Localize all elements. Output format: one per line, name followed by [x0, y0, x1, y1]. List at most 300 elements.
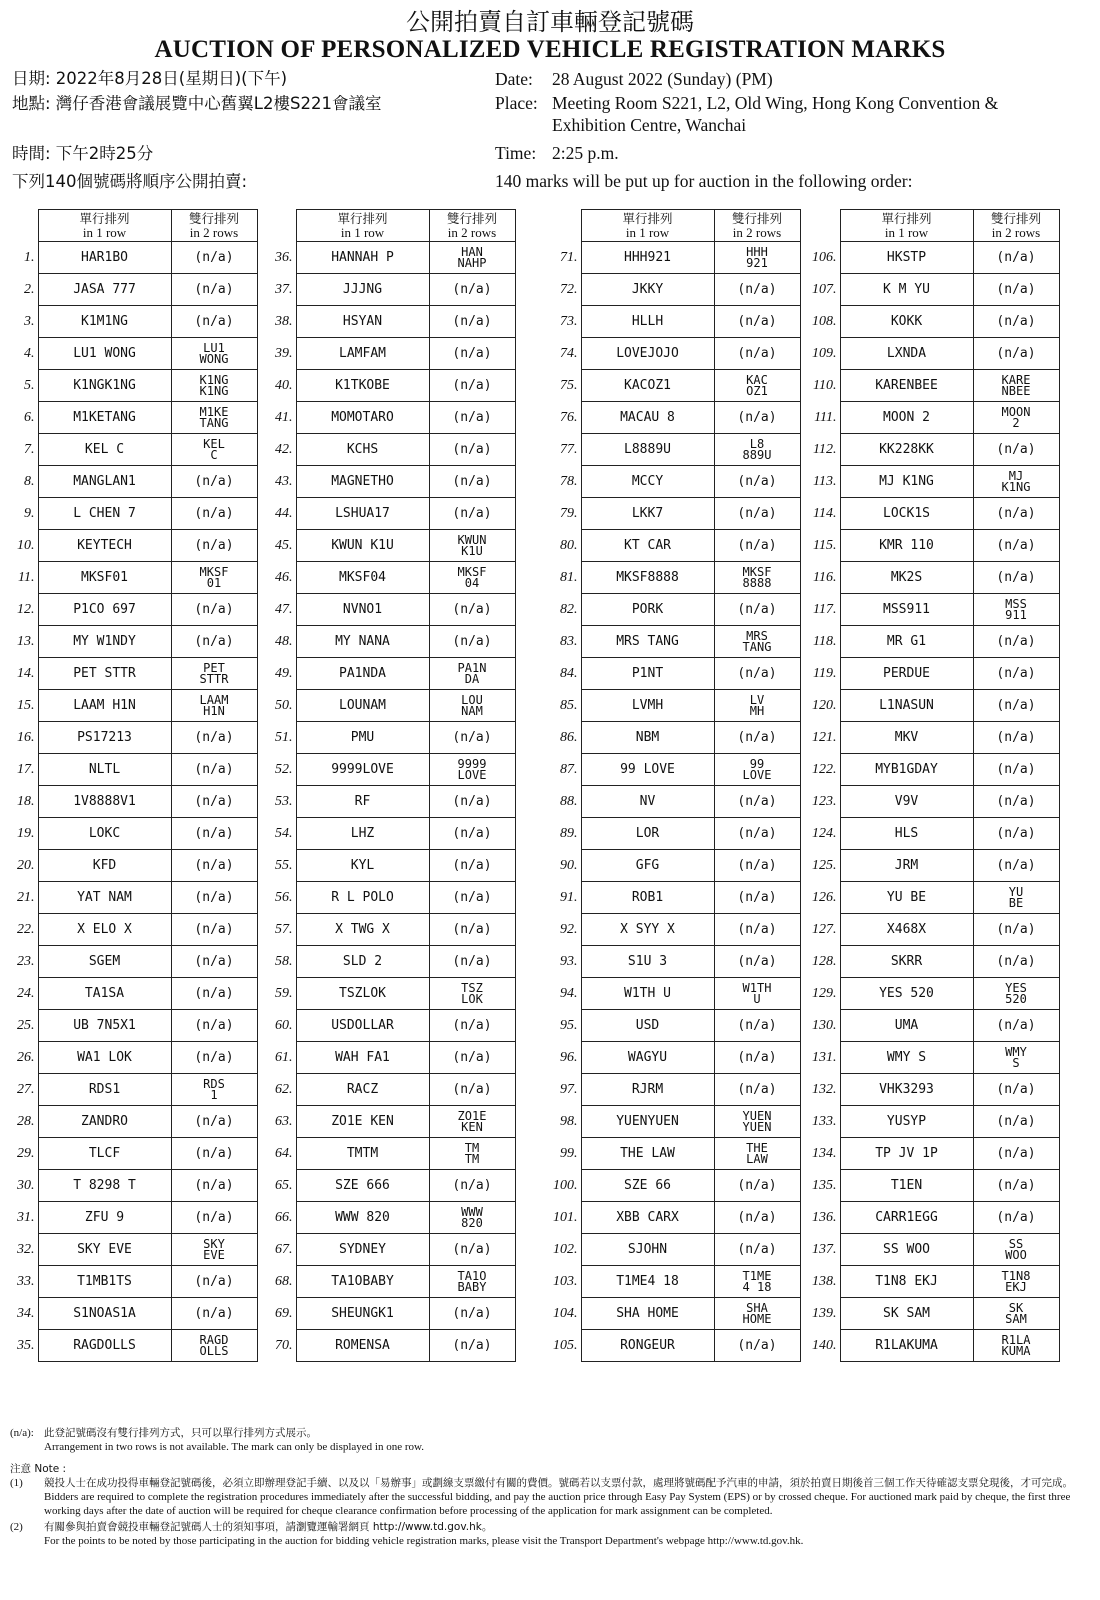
mark-number: 101. [553, 1209, 578, 1225]
mark-single-row: PS17213 [38, 722, 171, 754]
mark-double-row [973, 1298, 1059, 1330]
mark-double-line-1: LOU [461, 692, 483, 707]
mark-single-row: V9V [840, 786, 973, 818]
table-row [0, 498, 257, 530]
mark-double-na: (n/a) [714, 882, 800, 914]
table-row [802, 1074, 1059, 1106]
mark-double-line-1: PET [203, 660, 225, 675]
mark-number: 122. [812, 761, 837, 777]
header-row [258, 210, 515, 242]
mark-double-na: (n/a) [714, 1202, 800, 1234]
table-row [802, 1042, 1059, 1074]
table-row [543, 1266, 800, 1298]
mark-double-line-2: EVE [203, 1247, 225, 1262]
note-1 [10, 1476, 1090, 1518]
mark-double-na: (n/a) [429, 1234, 515, 1266]
mark-number: 47. [275, 601, 293, 617]
mark-number: 73. [560, 313, 578, 329]
mark-single-row: SYDNEY [296, 1234, 429, 1266]
date-label: Date: [495, 69, 533, 89]
mark-double-na: (n/a) [171, 1042, 257, 1074]
mark-double-line-1: T1ME [742, 1268, 772, 1283]
header-single-row-cn: 單行排列 [881, 210, 932, 226]
mark-double-na: (n/a) [714, 498, 800, 530]
table-row [543, 754, 800, 786]
mark-single-row: MCCY [581, 466, 714, 498]
mark-number: 24. [17, 985, 35, 1001]
time-label: Time: [495, 143, 537, 163]
mark-number: 121. [812, 729, 837, 745]
mark-number: 19. [17, 825, 35, 841]
mark-number: 1. [24, 249, 35, 265]
mark-number: 71. [560, 249, 578, 265]
table-row [802, 1106, 1059, 1138]
mark-single-row: SK SAM [840, 1298, 973, 1330]
mark-double-na: (n/a) [429, 306, 515, 338]
mark-number: 75. [560, 377, 578, 393]
mark-double-na: (n/a) [429, 338, 515, 370]
mark-double-na: (n/a) [171, 978, 257, 1010]
mark-double-line-2: EKJ [1005, 1279, 1027, 1294]
mark-double-row [714, 242, 800, 274]
mark-single-row: T1MB1TS [38, 1266, 171, 1298]
mark-double-na: (n/a) [171, 1170, 257, 1202]
mark-single-row: MR G1 [840, 626, 973, 658]
mark-double-row [714, 370, 800, 402]
mark-double-row [429, 658, 515, 690]
mark-single-row: YUSYP [840, 1106, 973, 1138]
mark-double-na: (n/a) [429, 1042, 515, 1074]
mark-number: 20. [17, 857, 35, 873]
mark-double-line-2: YUEN [742, 1119, 772, 1134]
mark-single-row: T1EN [840, 1170, 973, 1202]
mark-double-line-1: 99 [749, 756, 765, 771]
table-row [543, 946, 800, 978]
mark-number: 16. [17, 729, 35, 745]
mark-number: 42. [275, 441, 293, 457]
mark-double-row [714, 1266, 800, 1298]
table-row [802, 786, 1059, 818]
mark-number: 136. [812, 1209, 837, 1225]
mark-single-row: WAH FA1 [296, 1042, 429, 1074]
mark-number: 114. [813, 505, 837, 521]
mark-single-row: KARENBEE [840, 370, 973, 402]
table-row [802, 530, 1059, 562]
table-row [258, 690, 515, 722]
mark-double-line-1: MOON [1001, 404, 1031, 419]
mark-double-na: (n/a) [714, 530, 800, 562]
mark-number: 57. [275, 921, 293, 937]
table-row [802, 882, 1059, 914]
mark-double-na: (n/a) [714, 1170, 800, 1202]
table-row [0, 722, 257, 754]
mark-single-row: 99 LOVE [581, 754, 714, 786]
header-double-row-en: in 2 rows [447, 224, 497, 240]
note-heading: 注意 Note : [10, 1463, 67, 1475]
header-single-row-en: in 1 row [82, 224, 127, 240]
mark-number: 102. [553, 1241, 578, 1257]
table-row [543, 722, 800, 754]
mark-single-row: PORK [581, 594, 714, 626]
table-row [543, 530, 800, 562]
mark-double-na: (n/a) [973, 1074, 1059, 1106]
table-row [258, 1170, 515, 1202]
mark-single-row: MJ K1NG [840, 466, 973, 498]
table-row [0, 338, 257, 370]
mark-number: 77. [560, 441, 578, 457]
mark-double-line-1: KAC [746, 372, 768, 387]
header-double-row [973, 210, 1059, 242]
table-row [543, 786, 800, 818]
mark-single-row: KCHS [296, 434, 429, 466]
mark-single-row: LOKC [38, 818, 171, 850]
mark-double-na: (n/a) [171, 818, 257, 850]
table-row [543, 562, 800, 594]
mark-single-row: RAGDOLLS [38, 1330, 171, 1362]
place-en [495, 92, 1047, 136]
table-row [543, 850, 800, 882]
mark-double-na: (n/a) [429, 1298, 515, 1330]
marks-table [258, 209, 516, 1362]
mark-single-row: JKKY [581, 274, 714, 306]
mark-single-row: ZFU 9 [38, 1202, 171, 1234]
mark-single-row: CARR1EGG [840, 1202, 973, 1234]
mark-number: 63. [275, 1113, 293, 1129]
table-row [543, 466, 800, 498]
mark-double-na: (n/a) [973, 1170, 1059, 1202]
table-row [802, 370, 1059, 402]
mark-single-row: LKK7 [581, 498, 714, 530]
table-row [543, 882, 800, 914]
table-row [802, 1170, 1059, 1202]
mark-single-row: HSYAN [296, 306, 429, 338]
table-row [0, 594, 257, 626]
table-row [0, 562, 257, 594]
mark-double-line-1: MKSF [199, 564, 229, 579]
table-row [0, 434, 257, 466]
mark-double-line-2: TANG [199, 415, 229, 430]
mark-number: 88. [560, 793, 578, 809]
header-blank [258, 210, 296, 242]
mark-double-row [973, 1266, 1059, 1298]
mark-double-row [171, 658, 257, 690]
table-row [0, 1266, 257, 1298]
mark-number: 74. [560, 345, 578, 361]
table-row [258, 978, 515, 1010]
mark-double-line-2: LOVE [457, 767, 487, 782]
mark-double-row [429, 562, 515, 594]
table-row [543, 1330, 800, 1362]
table-row [543, 370, 800, 402]
mark-number: 67. [275, 1241, 293, 1257]
table-row [802, 722, 1059, 754]
mark-single-row: USDOLLAR [296, 1010, 429, 1042]
table-row [0, 754, 257, 786]
mark-double-na: (n/a) [171, 914, 257, 946]
mark-double-line-2: 04 [464, 575, 480, 590]
mark-double-line-2: 921 [746, 255, 768, 270]
mark-single-row: TMTM [296, 1138, 429, 1170]
mark-single-row: VHK3293 [840, 1074, 973, 1106]
mark-double-line-1: K1NG [199, 372, 229, 387]
table-row [258, 914, 515, 946]
mark-single-row: RDS1 [38, 1074, 171, 1106]
mark-double-line-2: STTR [199, 671, 229, 686]
mark-double-row [429, 1266, 515, 1298]
mark-single-row: YAT NAM [38, 882, 171, 914]
mark-double-line-1: TM [464, 1140, 480, 1155]
mark-number: 49. [275, 665, 293, 681]
table-row [802, 594, 1059, 626]
mark-double-na: (n/a) [714, 658, 800, 690]
mark-double-na: (n/a) [973, 530, 1059, 562]
mark-double-row [973, 978, 1059, 1010]
table-row [543, 1298, 800, 1330]
table-row [0, 882, 257, 914]
mark-single-row: PMU [296, 722, 429, 754]
mark-single-row: HHH921 [581, 242, 714, 274]
mark-single-row: SKRR [840, 946, 973, 978]
header-double-row-en: in 2 rows [991, 224, 1041, 240]
table-row [543, 1234, 800, 1266]
mark-single-row: MAGNETHO [296, 466, 429, 498]
mark-single-row: LSHUA17 [296, 498, 429, 530]
mark-double-na: (n/a) [171, 722, 257, 754]
mark-number: 112. [813, 441, 837, 457]
table-row [543, 434, 800, 466]
mark-number: 46. [275, 569, 293, 585]
header-row [0, 210, 257, 242]
mark-double-na: (n/a) [171, 594, 257, 626]
mark-double-line-1: THE [746, 1140, 768, 1155]
mark-single-row: LOVEJOJO [581, 338, 714, 370]
mark-double-line-2: 889U [742, 447, 772, 462]
mark-double-line-1: YES [1005, 980, 1027, 995]
mark-number: 18. [17, 793, 35, 809]
mark-double-na: (n/a) [973, 562, 1059, 594]
mark-double-na: (n/a) [714, 1042, 800, 1074]
mark-double-na: (n/a) [171, 242, 257, 274]
mark-single-row: MKV [840, 722, 973, 754]
mark-single-row: T1ME4 18 [581, 1266, 714, 1298]
mark-double-na: (n/a) [973, 914, 1059, 946]
mark-number: 17. [17, 761, 35, 777]
mark-number: 9. [24, 505, 35, 521]
mark-double-na: (n/a) [714, 1010, 800, 1042]
table-row [258, 434, 515, 466]
note-na-cn: 此登記號碼沒有雙行排列方式，只可以單行排列方式展示。 [44, 1427, 317, 1439]
mark-single-row: MY W1NDY [38, 626, 171, 658]
mark-number: 21. [17, 889, 35, 905]
header-row [802, 210, 1059, 242]
mark-double-na: (n/a) [973, 434, 1059, 466]
mark-single-row: LU1 WONG [38, 338, 171, 370]
table-row [543, 1042, 800, 1074]
mark-double-line-2: TANG [742, 639, 772, 654]
mark-number: 62. [275, 1081, 293, 1097]
table-row [0, 370, 257, 402]
mark-single-row: KEL C [38, 434, 171, 466]
mark-single-row: KWUN K1U [296, 530, 429, 562]
time-value: 2:25 p.m. [552, 143, 619, 163]
mark-double-row [171, 434, 257, 466]
mark-single-row: NV [581, 786, 714, 818]
mark-double-line-1: R1LA [1001, 1332, 1031, 1347]
mark-double-line-1: HHH [746, 244, 768, 259]
table-row [0, 978, 257, 1010]
mark-single-row: MK2S [840, 562, 973, 594]
mark-double-row [973, 594, 1059, 626]
table-row [0, 1234, 257, 1266]
mark-number: 119. [813, 665, 837, 681]
mark-number: 48. [275, 633, 293, 649]
mark-single-row: NLTL [38, 754, 171, 786]
mark-single-row: ZANDRO [38, 1106, 171, 1138]
mark-number: 83. [560, 633, 578, 649]
mark-single-row: RJRM [581, 1074, 714, 1106]
mark-double-row [714, 1138, 800, 1170]
mark-single-row: MOMOTARO [296, 402, 429, 434]
mark-number: 89. [560, 825, 578, 841]
mark-single-row: PERDUE [840, 658, 973, 690]
mark-double-line-2: BE [1008, 895, 1024, 910]
table-row [0, 690, 257, 722]
mark-number: 43. [275, 473, 293, 489]
mark-number: 118. [813, 633, 837, 649]
mark-double-na: (n/a) [714, 1234, 800, 1266]
mark-double-line-1: TA1O [457, 1268, 487, 1283]
mark-single-row: M1KETANG [38, 402, 171, 434]
mark-double-na: (n/a) [171, 754, 257, 786]
table-row [258, 1266, 515, 1298]
mark-single-row: HLLH [581, 306, 714, 338]
mark-number: 30. [17, 1177, 35, 1193]
mark-double-row [973, 882, 1059, 914]
mark-double-na: (n/a) [973, 626, 1059, 658]
note-na-tag: (n/a): [10, 1427, 34, 1439]
mark-double-na: (n/a) [973, 818, 1059, 850]
date-cn: 日期: 2022年8月28日(星期日)(下午) [12, 69, 288, 88]
mark-number: 120. [812, 697, 837, 713]
mark-single-row: K1TKOBE [296, 370, 429, 402]
mark-number: 53. [275, 793, 293, 809]
mark-number: 85. [560, 697, 578, 713]
mark-single-row: SLD 2 [296, 946, 429, 978]
mark-double-line-2: LOVE [742, 767, 772, 782]
mark-double-na: (n/a) [973, 850, 1059, 882]
note-2-en: For the points to be noted by those participating in the auction for bidding vehicle registration marks, please visit the Transport Department's webpage http://www.td.gov.hk. [44, 1535, 804, 1547]
mark-single-row: KFD [38, 850, 171, 882]
mark-double-line-1: MRS [746, 628, 768, 643]
mark-double-row [973, 370, 1059, 402]
mark-number: 13. [17, 633, 35, 649]
mark-double-line-2: WONG [199, 351, 229, 366]
mark-double-line-1: YUEN [742, 1108, 772, 1123]
mark-number: 14. [17, 665, 35, 681]
table-row [258, 1138, 515, 1170]
mark-number: 64. [275, 1145, 293, 1161]
mark-double-na: (n/a) [429, 370, 515, 402]
table-row [258, 1074, 515, 1106]
mark-number: 70. [275, 1337, 293, 1353]
mark-single-row: WAGYU [581, 1042, 714, 1074]
mark-double-line-1: SK [1008, 1300, 1024, 1315]
mark-number: 87. [560, 761, 578, 777]
mark-double-na: (n/a) [429, 626, 515, 658]
table-row [258, 370, 515, 402]
mark-number: 15. [17, 697, 35, 713]
table-row [258, 1234, 515, 1266]
mark-double-line-1: KWUN [457, 532, 487, 547]
mark-number: 2. [24, 281, 35, 297]
mark-double-line-2: LOK [461, 991, 483, 1006]
mark-double-row [429, 1202, 515, 1234]
mark-single-row: K M YU [840, 274, 973, 306]
mark-double-na: (n/a) [973, 338, 1059, 370]
table-row [0, 242, 257, 274]
mark-single-row: HAR1BO [38, 242, 171, 274]
header-blank [0, 210, 38, 242]
table-row [0, 850, 257, 882]
mark-number: 113. [813, 473, 837, 489]
mark-double-line-1: MKSF [742, 564, 772, 579]
table-row [0, 946, 257, 978]
mark-double-row [429, 978, 515, 1010]
place-cn: 地點: 灣仔香港會議展覽中心舊翼L2樓S221會議室 [12, 94, 382, 113]
mark-number: 26. [17, 1049, 35, 1065]
mark-number: 54. [275, 825, 293, 841]
mark-double-na: (n/a) [429, 850, 515, 882]
mark-double-na: (n/a) [714, 786, 800, 818]
mark-double-row [171, 562, 257, 594]
mark-single-row: KOKK [840, 306, 973, 338]
mark-double-na: (n/a) [429, 434, 515, 466]
header-double-row-en: in 2 rows [189, 224, 239, 240]
mark-number: 12. [17, 601, 35, 617]
mark-single-row: T1N8 EKJ [840, 1266, 973, 1298]
table-row [802, 850, 1059, 882]
mark-double-line-1: MSS [1005, 596, 1027, 611]
mark-number: 23. [17, 953, 35, 969]
mark-double-na: (n/a) [429, 1074, 515, 1106]
header-double-row [714, 210, 800, 242]
mark-double-line-1: LV [749, 692, 765, 707]
table-row [802, 626, 1059, 658]
header-single-row [581, 210, 714, 242]
table-row [258, 1202, 515, 1234]
mark-single-row: TP JV 1P [840, 1138, 973, 1170]
mark-double-line-1: SKY [203, 1236, 225, 1251]
mark-double-na: (n/a) [714, 274, 800, 306]
table-row [0, 402, 257, 434]
mark-number: 61. [275, 1049, 293, 1065]
mark-number: 55. [275, 857, 293, 873]
mark-number: 98. [560, 1113, 578, 1129]
mark-double-row [714, 690, 800, 722]
table-row [802, 1138, 1059, 1170]
table-row [258, 1298, 515, 1330]
table-row [543, 1170, 800, 1202]
table-row [0, 626, 257, 658]
table-row [0, 1010, 257, 1042]
mark-single-row: MANGLAN1 [38, 466, 171, 498]
mark-double-na: (n/a) [714, 722, 800, 754]
mark-number: 40. [275, 377, 293, 393]
table-row [802, 498, 1059, 530]
mark-single-row: GFG [581, 850, 714, 882]
mark-double-line-1: KEL [203, 436, 225, 451]
mark-number: 95. [560, 1017, 578, 1033]
